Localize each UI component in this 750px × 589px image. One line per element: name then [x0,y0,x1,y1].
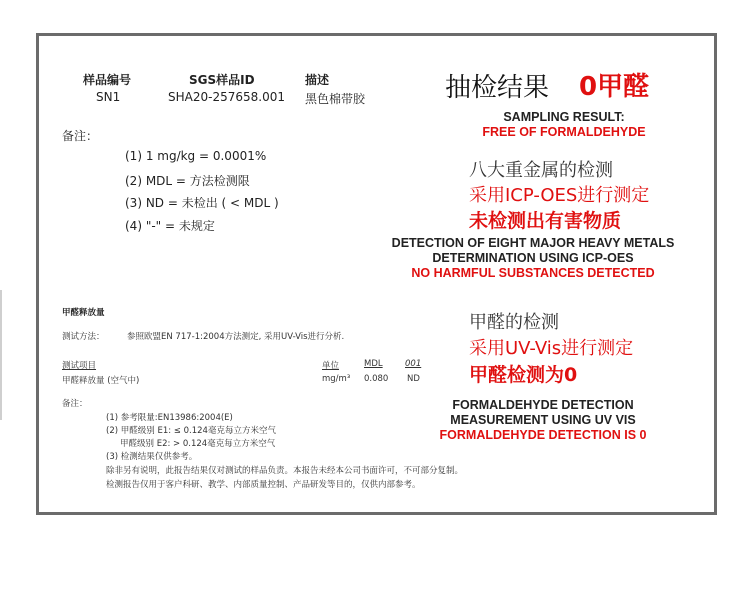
formaldehyde-note: 检测报告仅用于客户科研、教学、内部质量控制、产品研发等目的，仅供内部参考。 [106,480,421,490]
col-sgs-id-header: SGS样品ID [189,73,255,87]
note-item: (1) 1 mg/kg = 0.0001% [125,149,267,163]
table-header-item: 测试项目 [62,361,97,371]
row-unit: mg/m³ [322,374,351,384]
no-harm-cn-label: 未检测出有害物质 [469,210,622,232]
metals-cn-label: 八大重金属的检测 [469,160,613,181]
icp-cn-label: 采用ICP-OES进行测定 [469,185,650,206]
left-edge-bar [0,290,2,420]
formaldehyde-note: (2) 甲醛级别 E1: ≤ 0.124毫克每立方米空气 [106,426,276,436]
sgs-id-value: SHA20-257658.001 [168,90,285,104]
formaldehyde-zero-en-label: FORMALDEHYDE DETECTION IS 0 [439,428,647,442]
sample-no-value: SN1 [96,90,121,104]
formaldehyde-note: (1) 参考限量:EN13986:2004(E) [106,413,233,423]
formaldehyde-en-label: FORMALDEHYDE DETECTION [452,398,634,412]
formaldehyde-note: 除非另有说明，此报告结果仅对测试的样品负责。本报告未经本公司书面许可，不可部分复制。 [106,466,464,476]
result-heading-black: 抽检结果 [445,73,550,103]
note-item: (2) MDL = 方法检测限 [125,174,250,188]
formaldehyde-section-title: 甲醛释放量 [62,308,105,318]
note-item: (3) ND = 未检出 ( < MDL ) [125,196,279,210]
formaldehyde-zero-cn-label: 甲醛检测为0 [469,364,578,386]
formaldehyde-note: 甲醛级别 E2: > 0.124毫克每立方米空气 [120,439,276,449]
row-item: 甲醛释放量 (空气中) [62,376,140,386]
uv-cn-label: 采用UV-Vis进行测定 [469,338,634,359]
icp-en-label: DETERMINATION USING ICP-OES [432,251,634,265]
uv-en-label: MEASUREMENT USING UV VIS [450,413,636,427]
metals-en-label: DETECTION OF EIGHT MAJOR HEAVY METALS [391,236,675,250]
formaldehyde-note: (3) 检测结果仅供参考。 [106,452,198,462]
formaldehyde-cn-label: 甲醛的检测 [469,312,559,333]
table-header-mdl: MDL [364,359,383,369]
row-mdl: 0.080 [364,374,389,384]
sampling-result-label: SAMPLING RESULT: [503,110,625,124]
free-of-formaldehyde-label: FREE OF FORMALDEHYDE [482,125,646,139]
formaldehyde-notes-title: 备注： [62,399,88,409]
report-sheet [36,33,717,515]
result-heading-red: 0甲醛 [579,72,650,102]
no-harm-en-label: NO HARMFUL SUBSTANCES DETECTED [411,266,655,280]
description-value: 黑色棉带胶 [305,92,366,106]
col-sample-no-header: 样品编号 [83,73,132,87]
col-description-header: 描述 [305,73,330,87]
method-text: 参照欧盟EN 717-1:2004方法测定, 采用UV-Vis进行分析. [127,332,345,342]
table-header-unit: 单位 [322,361,340,371]
note-item: (4) "-" = 未规定 [125,219,215,233]
table-header-sample: 001 [405,359,422,369]
row-result: ND [407,374,420,384]
notes-title: 备注： [62,129,99,143]
method-label: 测试方法： [62,332,105,342]
